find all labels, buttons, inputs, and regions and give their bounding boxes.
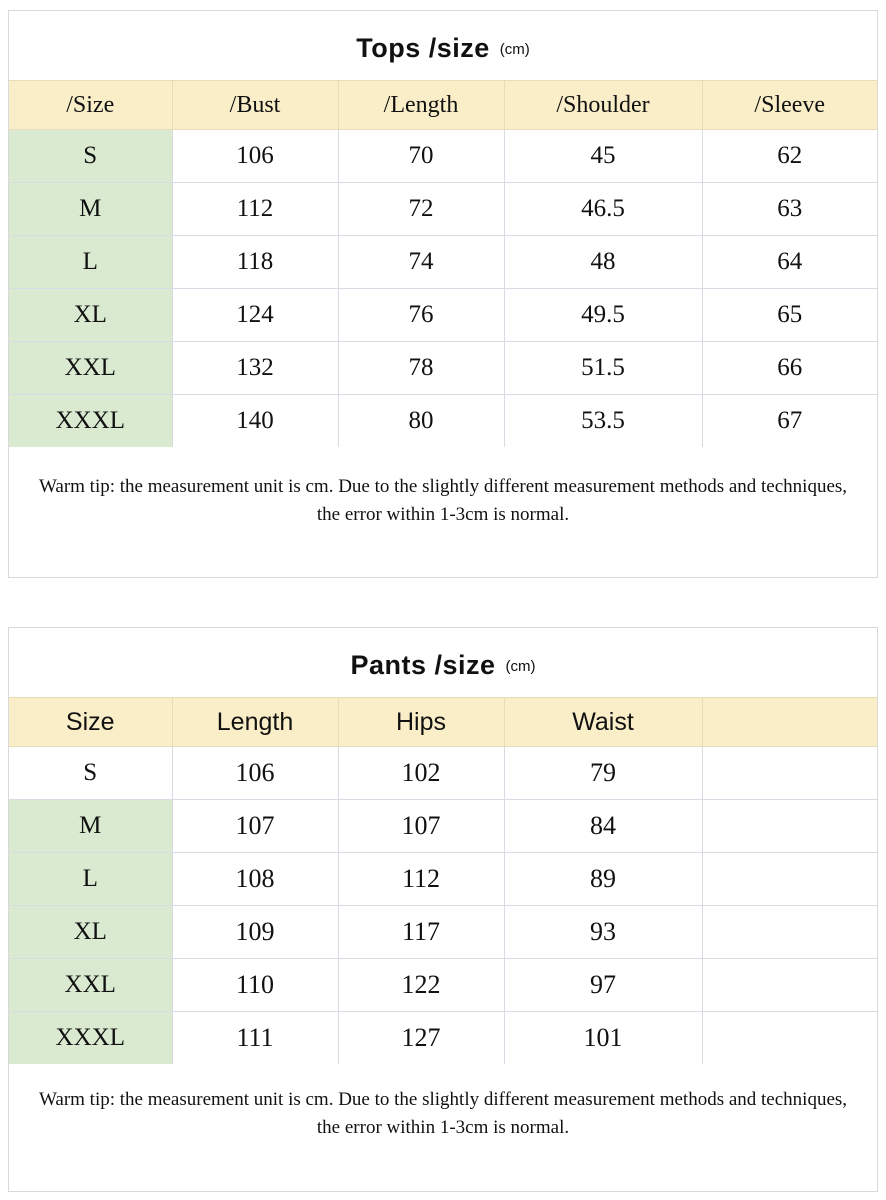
pants-cell-length: 108 bbox=[172, 853, 338, 906]
tops-title bbox=[9, 11, 877, 80]
tops-cell-bust: 118 bbox=[172, 236, 338, 289]
pants-cell-hips: 127 bbox=[338, 1012, 504, 1065]
table-row bbox=[9, 959, 877, 1012]
tops-header-shoulder: /Shoulder bbox=[504, 81, 702, 130]
tops-cell-shoulder: 53.5 bbox=[504, 395, 702, 448]
pants-cell-blank bbox=[702, 1012, 877, 1065]
tops-cell-sleeve: 64 bbox=[702, 236, 877, 289]
tops-cell-length: 78 bbox=[338, 342, 504, 395]
pants-header-blank bbox=[702, 698, 877, 747]
tops-cell-shoulder: 51.5 bbox=[504, 342, 702, 395]
pants-cell-hips: 102 bbox=[338, 747, 504, 800]
tops-size-card bbox=[8, 10, 878, 578]
tops-cell-size: XXXL bbox=[9, 395, 172, 448]
pants-title-unit: (cm) bbox=[505, 658, 536, 675]
pants-table-head bbox=[9, 698, 877, 747]
tops-header-sleeve: /Sleeve bbox=[702, 81, 877, 130]
tops-cell-size: XL bbox=[9, 289, 172, 342]
pants-cell-blank bbox=[702, 906, 877, 959]
table-row bbox=[9, 183, 877, 236]
table-row bbox=[9, 747, 877, 800]
tops-table-body bbox=[9, 130, 877, 448]
pants-title bbox=[9, 628, 877, 697]
pants-size-card bbox=[8, 627, 878, 1192]
tops-cell-size: M bbox=[9, 183, 172, 236]
pants-cell-hips: 107 bbox=[338, 800, 504, 853]
tops-cell-shoulder: 49.5 bbox=[504, 289, 702, 342]
tops-cell-length: 70 bbox=[338, 130, 504, 183]
pants-cell-length: 109 bbox=[172, 906, 338, 959]
pants-cell-blank bbox=[702, 800, 877, 853]
table-row bbox=[9, 800, 877, 853]
tops-cell-bust: 140 bbox=[172, 395, 338, 448]
tops-cell-bust: 112 bbox=[172, 183, 338, 236]
tops-cell-sleeve: 62 bbox=[702, 130, 877, 183]
pants-cell-hips: 117 bbox=[338, 906, 504, 959]
tops-cell-sleeve: 67 bbox=[702, 395, 877, 448]
tops-cell-shoulder: 45 bbox=[504, 130, 702, 183]
pants-header-hips: Hips bbox=[338, 698, 504, 747]
pants-cell-size: XXL bbox=[9, 959, 172, 1012]
table-row bbox=[9, 342, 877, 395]
pants-cell-length: 107 bbox=[172, 800, 338, 853]
tops-cell-length: 80 bbox=[338, 395, 504, 448]
tops-cell-length: 72 bbox=[338, 183, 504, 236]
pants-cell-size: L bbox=[9, 853, 172, 906]
tops-cell-sleeve: 63 bbox=[702, 183, 877, 236]
pants-cell-blank bbox=[702, 959, 877, 1012]
pants-cell-length: 106 bbox=[172, 747, 338, 800]
table-row bbox=[9, 395, 877, 448]
pants-cell-size: XL bbox=[9, 906, 172, 959]
tops-cell-bust: 132 bbox=[172, 342, 338, 395]
pants-header-length: Length bbox=[172, 698, 338, 747]
tops-header-size: /Size bbox=[9, 81, 172, 130]
table-row bbox=[9, 236, 877, 289]
pants-table bbox=[9, 697, 877, 1064]
tops-header-bust: /Bust bbox=[172, 81, 338, 130]
tops-header-length: /Length bbox=[338, 81, 504, 130]
pants-cell-length: 110 bbox=[172, 959, 338, 1012]
table-header-row bbox=[9, 698, 877, 747]
pants-cell-waist: 93 bbox=[504, 906, 702, 959]
tops-cell-size: XXL bbox=[9, 342, 172, 395]
pants-cell-length: 111 bbox=[172, 1012, 338, 1065]
table-row bbox=[9, 130, 877, 183]
tops-cell-sleeve: 66 bbox=[702, 342, 877, 395]
pants-cell-waist: 89 bbox=[504, 853, 702, 906]
pants-cell-size: XXXL bbox=[9, 1012, 172, 1065]
tops-cell-size: S bbox=[9, 130, 172, 183]
pants-table-body bbox=[9, 747, 877, 1065]
pants-cell-size: S bbox=[9, 747, 172, 800]
tops-title-unit: (cm) bbox=[499, 41, 530, 58]
tops-table-head bbox=[9, 81, 877, 130]
pants-cell-hips: 112 bbox=[338, 853, 504, 906]
pants-warm-tip: Warm tip: the measurement unit is cm. Due to the slightly different measurement methods and techniques, the error within 1-3cm is normal. bbox=[38, 1089, 848, 1138]
pants-cell-waist: 101 bbox=[504, 1012, 702, 1065]
pants-cell-blank bbox=[702, 853, 877, 906]
pants-cell-waist: 97 bbox=[504, 959, 702, 1012]
pants-cell-waist: 84 bbox=[504, 800, 702, 853]
pants-title-text: Pants /size bbox=[350, 650, 496, 680]
pants-cell-size: M bbox=[9, 800, 172, 853]
pants-cell-waist: 79 bbox=[504, 747, 702, 800]
table-row bbox=[9, 1012, 877, 1065]
table-row bbox=[9, 906, 877, 959]
tops-cell-sleeve: 65 bbox=[702, 289, 877, 342]
tops-cell-bust: 106 bbox=[172, 130, 338, 183]
tops-title-text: Tops /size bbox=[356, 33, 490, 63]
tops-table bbox=[9, 80, 877, 447]
tops-cell-shoulder: 48 bbox=[504, 236, 702, 289]
tops-cell-length: 76 bbox=[338, 289, 504, 342]
table-row bbox=[9, 289, 877, 342]
tops-cell-length: 74 bbox=[338, 236, 504, 289]
pants-header-waist: Waist bbox=[504, 698, 702, 747]
table-header-row bbox=[9, 81, 877, 130]
tops-cell-bust: 124 bbox=[172, 289, 338, 342]
tops-warm-tip: Warm tip: the measurement unit is cm. Due to the slightly different measurement methods and techniques, the error within 1-3cm is normal. bbox=[38, 476, 848, 525]
tops-cell-shoulder: 46.5 bbox=[504, 183, 702, 236]
pants-header-size: Size bbox=[9, 698, 172, 747]
tops-cell-size: L bbox=[9, 236, 172, 289]
pants-cell-blank bbox=[702, 747, 877, 800]
table-row bbox=[9, 853, 877, 906]
pants-cell-hips: 122 bbox=[338, 959, 504, 1012]
